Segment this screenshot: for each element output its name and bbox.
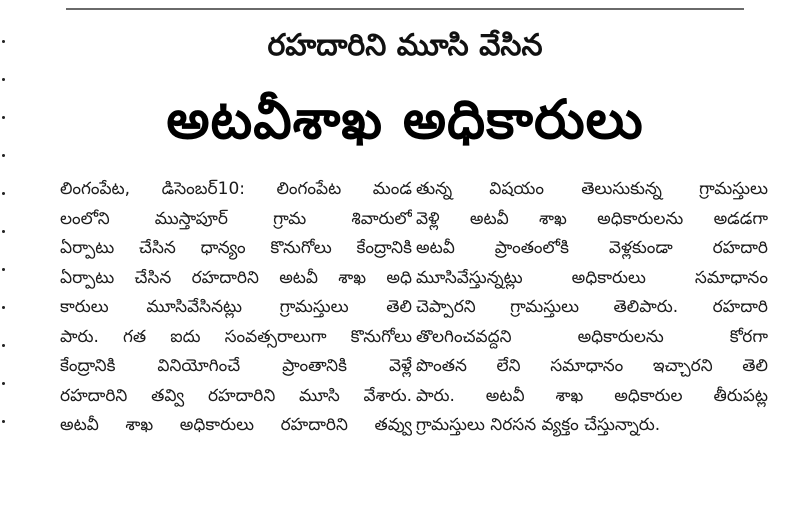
text-line: కేంద్రానికి వినియోగించే ప్రాంతానికి వెళ్లే bbox=[60, 356, 412, 376]
text-line: గ్రామస్తులు నిరసన వ్యక్తం చేస్తున్నారు. bbox=[416, 415, 661, 435]
text-line: అటవీ శాఖ అధికారులు రహదారిని తవ్వు bbox=[60, 415, 412, 435]
text-line: పారు. గత ఐదు సంవత్సరాలుగా కొనుగోలు bbox=[60, 326, 412, 347]
text-line: తున్న విషయం తెలుసుకున్న గ్రామస్తులు bbox=[416, 179, 768, 199]
text-line: ఏర్పాటు చేసిన రహదారిని అటవీ శాఖ అధి bbox=[60, 267, 412, 288]
text-line: కారులు మూసివేసినట్లు గ్రామస్తులు తెలి bbox=[60, 297, 412, 317]
text-line: వెళ్లి అటవీ శాఖ అధికారులను అడడగా bbox=[416, 208, 768, 229]
text-line: చెప్పారని గ్రామస్తులు తెలిపారు. రహదారి bbox=[416, 297, 768, 317]
article-column-left bbox=[60, 175, 412, 441]
text-line: పారు. అటవీ శాఖ అధికారుల తీరుపట్ల bbox=[416, 385, 768, 406]
article-kicker: రహదారిని మూసి వేసిన bbox=[267, 28, 543, 63]
top-rule bbox=[66, 8, 744, 10]
article-column-right bbox=[416, 175, 768, 441]
text-line: మూసివేస్తున్నట్లు అధికారులు సమాధానం bbox=[416, 267, 768, 288]
text-line: పొంతన లేని సమాధానం ఇచ్చారని తెలి bbox=[416, 356, 768, 376]
article-headline: అటవీశాఖ అధికారులు bbox=[166, 88, 644, 151]
left-edge-column-marks bbox=[0, 0, 12, 450]
text-line: అటవీ ప్రాంతంలోకి వెళ్లకుండా రహదారి bbox=[416, 238, 768, 258]
text-line: లంలోని ముస్తాపూర్ గ్రామ శివారులో bbox=[60, 208, 412, 229]
text-line: రహదారిని తవ్వి రహదారిని మూసి వేశారు. bbox=[60, 385, 412, 406]
text-line: లింగంపేట, డిసెంబర్10: లింగంపేట మండ bbox=[60, 179, 412, 199]
text-line: తొలగించవద్దని అధికారులను కోరగా bbox=[416, 326, 768, 347]
text-line: ఏర్పాటు చేసిన ధాన్యం కొనుగోలు కేంద్రానికి bbox=[60, 238, 412, 258]
